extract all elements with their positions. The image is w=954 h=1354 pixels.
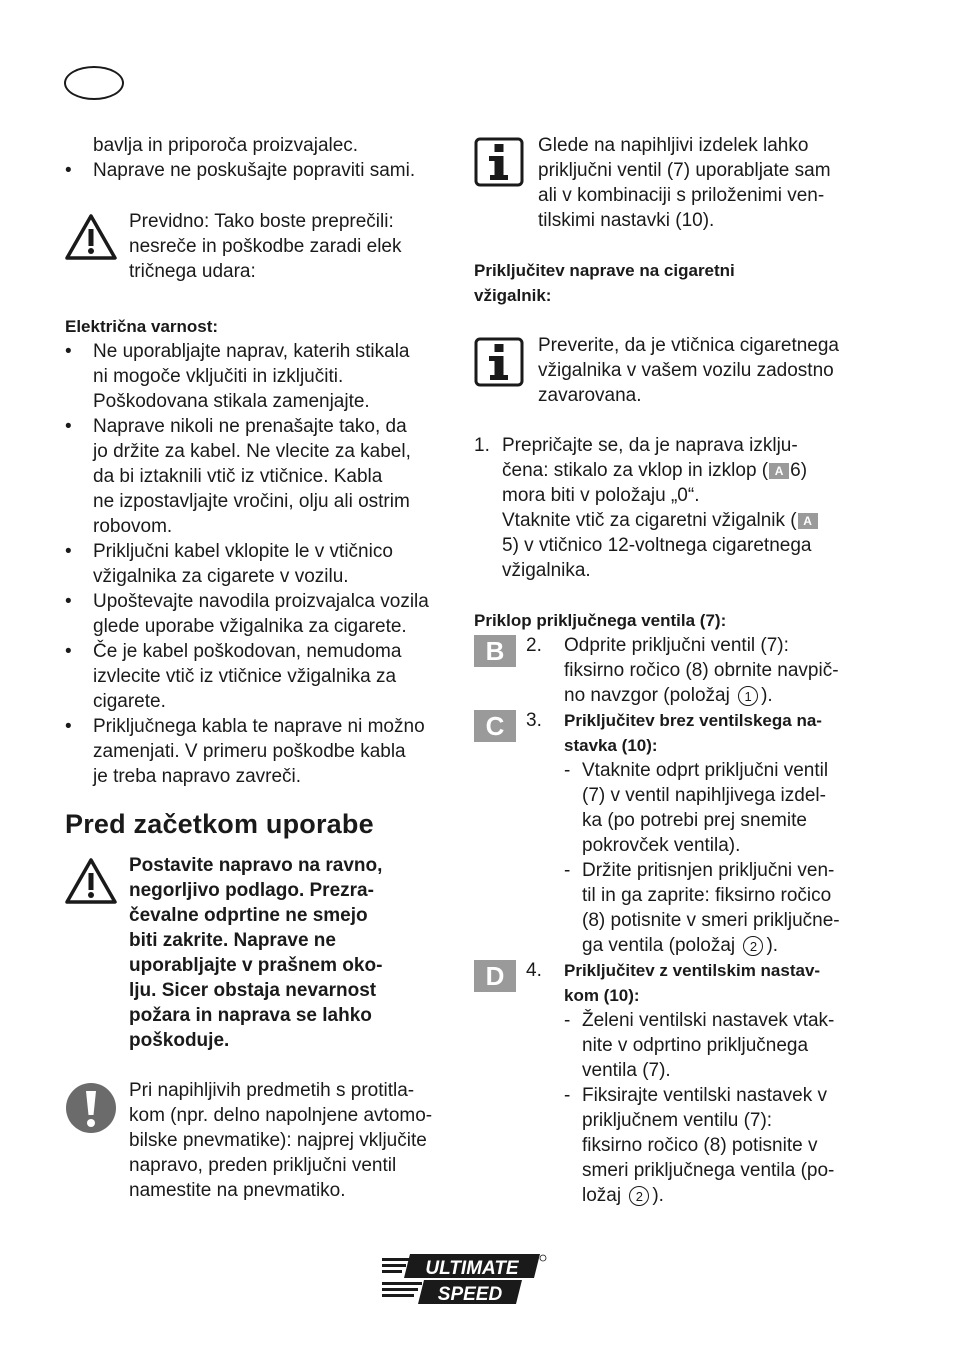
caution-note: Previdno: Tako boste preprečili: nesreče in poškodbe zaradi elek tričnega udara: — [65, 209, 450, 284]
continued-text: bavlja in priporoča proizvajalec. — [93, 135, 359, 156]
electrical-safety-title: Električna varnost: — [65, 317, 219, 336]
info-icon — [474, 337, 524, 387]
position-2-circle: 2 — [629, 1186, 649, 1206]
bullet-item: • Priključnega kabla te naprave ni možno zamenjati. V primeru poškodbe kabla je treba napravo zavreči. — [65, 714, 450, 789]
position-2-circle: 2 — [743, 936, 763, 956]
section-heading: Pred začetkom uporabe — [65, 809, 374, 839]
logo-text-top: ULTIMATE — [425, 1258, 519, 1279]
substep: - Vtaknite odprt priključni ventil (7) v ventil napihljivega izdel- ka (po potrebi prej snemite pokrovček ventila). — [474, 758, 869, 858]
right-column — [474, 133, 869, 1208]
left-column — [65, 133, 450, 1203]
warning-triangle-icon — [65, 213, 117, 261]
info-note: Preverite, da je vtičnica cigaretnega vžigalnika v vašem vozilu zadostno zavarovana. — [474, 333, 869, 408]
info-note: Glede na napihljivi izdelek lahko priključni ventil (7) uporabljate sam ali v kombinaciji s priloženimi ven- tilskimi nastavki (10). — [474, 133, 869, 233]
bullet-item: • Če je kabel poškodovan, nemudoma izvlecite vtič iz vtičnice vžigalnika za cigarete. — [65, 639, 450, 714]
important-note: Pri napihljivih predmetih s protitla- kom (npr. delno napolnjene avtomo- bilske pnevmatike): najprej vključite napravo, preden priključni ventil namestite na pnevmatiko. — [65, 1078, 450, 1203]
substep: - Fiksirajte ventilski nastavek v priključnem ventilu (7): fiksirno ročico (8) potisnite v smeri priključnega ventila (po- ložaj 2 ). — [474, 1083, 869, 1208]
bullet-item: • Naprave ne poskušajte popraviti sami. — [65, 158, 450, 183]
subsection-title: Priključitev naprave na cigaretni vžigalnik: — [474, 261, 735, 305]
substep: - Želeni ventilski nastavek vtak- nite v odprtino priključnega ventila (7). — [474, 1008, 869, 1083]
exclamation-circle-icon — [65, 1082, 117, 1134]
step-3: C 3. Priključitev brez ventilskega na- stavka (10): — [474, 708, 869, 758]
info-icon — [474, 137, 524, 187]
figure-b-badge: B — [474, 635, 516, 667]
logo-text-bottom: SPEED — [437, 1284, 503, 1305]
figure-d-badge: D — [474, 960, 516, 992]
step-4: D 4. Priključitev z ventilskim nastav- kom (10): — [474, 958, 869, 1008]
figure-a-badge: A — [798, 513, 818, 529]
language-oval — [64, 66, 124, 100]
position-1-circle: 1 — [738, 686, 758, 706]
bullet-item: • Priključni kabel vklopite le v vtičnico vžigalnika za cigarete v vozilu. — [65, 539, 450, 589]
figure-c-badge: C — [474, 710, 516, 742]
step-1: 1. Prepričajte se, da je naprava izklju- čena: stikalo za vklop in izklop ( A 6) mora biti v položaju „0“. Vtaknite vtič za cigaretni vžigalnik ( A 5) v vtičnico 12-voltnega cigaretnega vžigalnika. — [474, 433, 869, 583]
bullet-item: • Ne uporabljajte naprav, katerih stikala ni mogoče vključiti in izključiti. Poškodovana stikala zamenjajte. — [65, 339, 450, 414]
warning-triangle-icon — [65, 857, 117, 905]
warning-note: Postavite napravo na ravno, negorljivo podlago. Prezra- čevalne odprtine ne smejo biti zakrite. Naprave ne uporabljajte v prašnem oko- lju. Sicer obstaja nevarnost požara in naprava se lahko poškoduje. — [65, 853, 450, 1053]
bullet-item: • Upoštevajte navodila proizvajalca vozila glede uporabe vžigalnika za cigarete. — [65, 589, 450, 639]
substep: - Držite pritisnjen priključni ven- til in ga zaprite: fiksirno ročico (8) potisnite v smeri priključne- ga ventila (položaj 2 ). — [474, 858, 869, 958]
figure-a-badge: A — [769, 463, 789, 479]
step-2: B 2. Odprite priključni ventil (7): fiksirno ročico (8) obrnite navpič- no navzgor (položaj 1 ). — [474, 633, 869, 708]
subsection-title: Priklop priključnega ventila (7): — [474, 611, 727, 630]
ultimate-speed-logo — [382, 1252, 548, 1308]
bullet-item: • Naprave nikoli ne prenašajte tako, da jo držite za kabel. Ne vlecite za kabel, da bi iztaknili vtič iz vtičnice. Kabla ne izpostavljajte vročini, olju ali ostrim robovom. — [65, 414, 450, 539]
